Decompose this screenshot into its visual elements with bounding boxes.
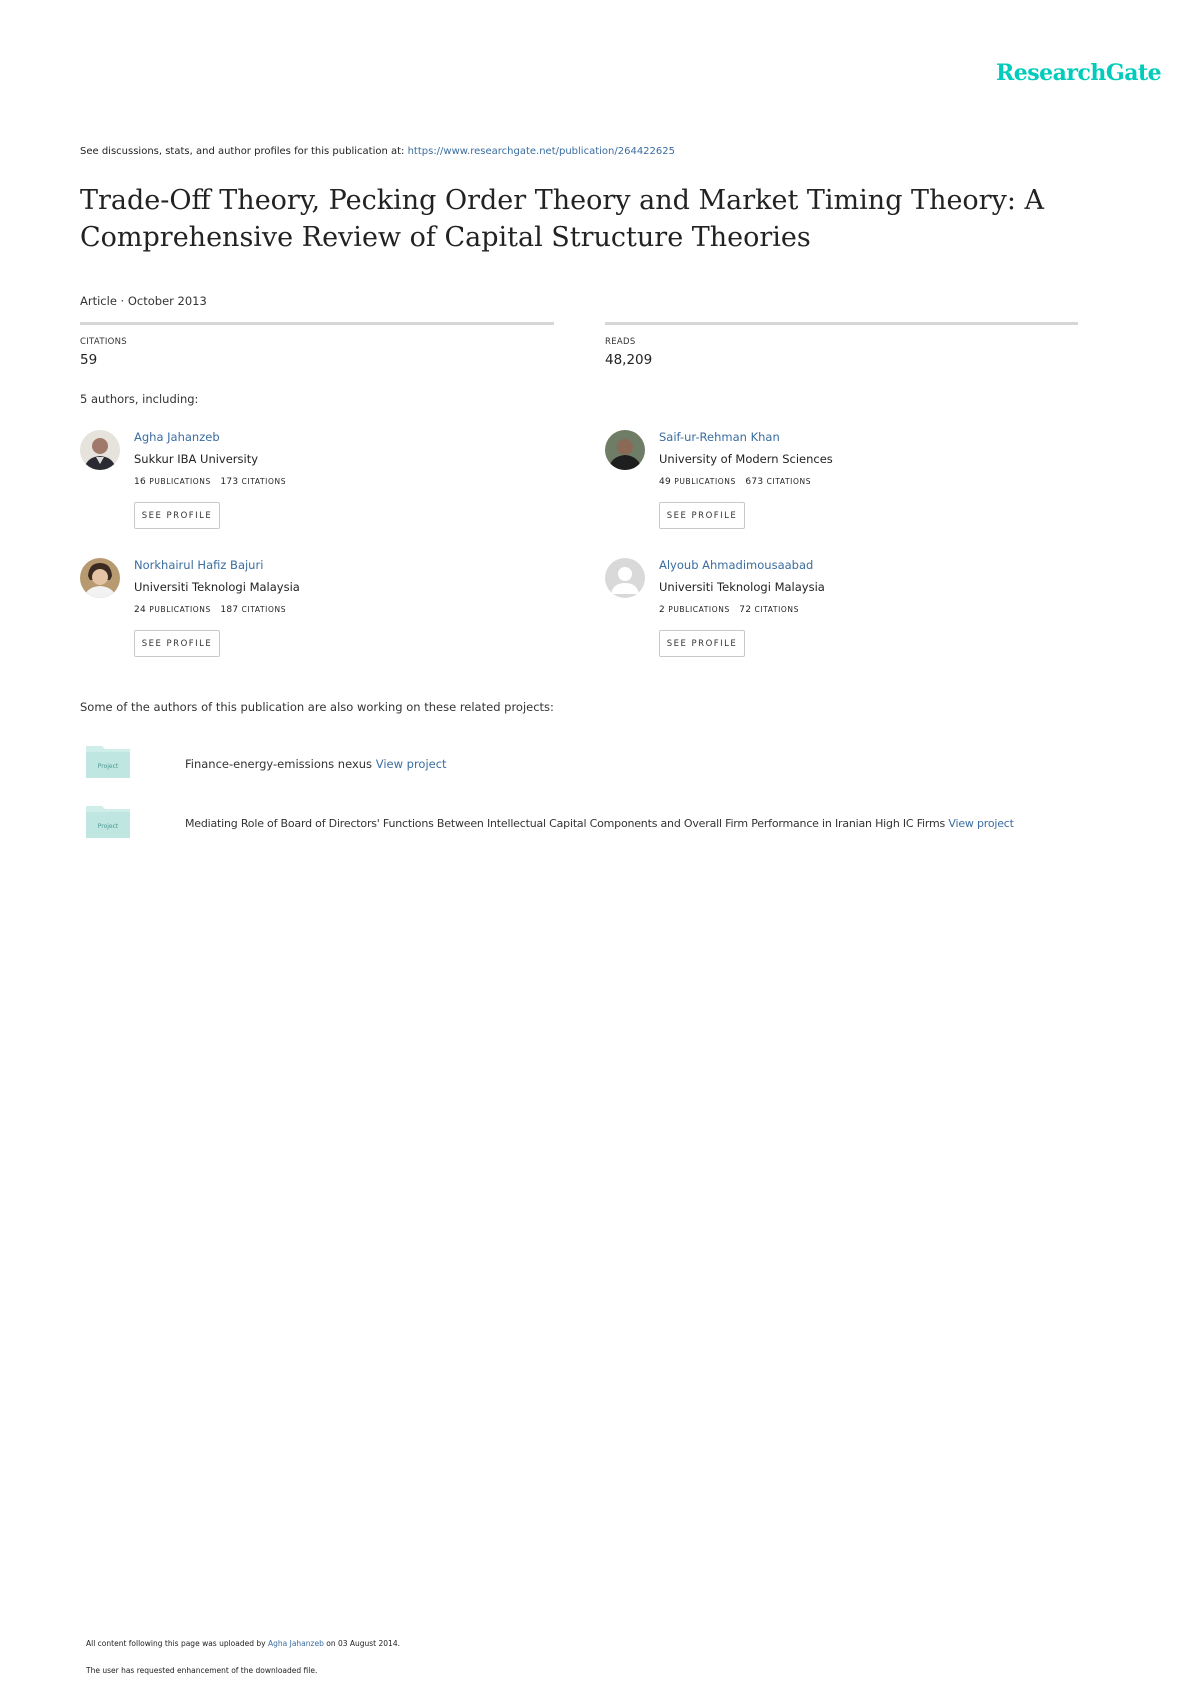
- enhancement-note: The user has requested enhancement of the downloaded file.: [86, 1666, 318, 1675]
- author-institution: University of Modern Sciences: [659, 452, 833, 466]
- reads-divider: [605, 322, 1078, 325]
- citations-divider: [80, 322, 554, 325]
- publication-title: [80, 182, 1060, 256]
- project-folder-icon: [86, 804, 130, 838]
- author-cites-label: CITATIONS: [766, 477, 812, 486]
- author-avatar[interactable]: [605, 558, 645, 598]
- uploaded-by-prefix: All content following this page was uploaded by: [86, 1639, 268, 1648]
- author-pubs-count: 16: [134, 477, 147, 487]
- project-item: [185, 817, 1014, 830]
- see-profile-button[interactable]: SEE PROFILE: [659, 630, 745, 657]
- author-institution: Sukkur IBA University: [134, 452, 259, 466]
- author-cites-label: CITATIONS: [241, 605, 287, 614]
- uploaded-by-suffix: on 03 August 2014.: [323, 1639, 400, 1648]
- view-project-link[interactable]: View project: [375, 757, 447, 771]
- author-stats: [659, 477, 811, 487]
- project-icon-label: Project: [97, 823, 119, 830]
- author-cites-label: CITATIONS: [241, 477, 287, 486]
- title-line-2: Comprehensive Review of Capital Structure Theories: [80, 222, 811, 253]
- author-pubs-count: 49: [659, 477, 672, 487]
- reads-label: READS: [605, 337, 636, 347]
- author-pubs-label: PUBLICATIONS: [674, 477, 736, 486]
- author-institution: Universiti Teknologi Malaysia: [659, 580, 825, 594]
- uploader-link[interactable]: Agha Jahanzeb: [267, 1639, 324, 1648]
- author-cites-count: 187: [220, 605, 239, 615]
- reads-value: 48,209: [605, 352, 653, 368]
- author-cites-count: 673: [745, 477, 764, 487]
- author-name-link[interactable]: Alyoub Ahmadimousaabad: [659, 558, 814, 572]
- author-avatar[interactable]: [80, 430, 120, 470]
- uploaded-by-note: [86, 1639, 400, 1648]
- author-pubs-label: PUBLICATIONS: [668, 605, 730, 614]
- see-discussions-line: [80, 146, 675, 157]
- author-stats: [134, 605, 286, 615]
- avatar-photo-icon: [80, 430, 120, 470]
- author-pubs-count: 24: [134, 605, 147, 615]
- author-institution: Universiti Teknologi Malaysia: [134, 580, 300, 594]
- see-profile-button[interactable]: SEE PROFILE: [659, 502, 745, 529]
- article-type-date: Article · October 2013: [80, 294, 207, 308]
- project-folder-icon: [86, 744, 130, 778]
- see-profile-button[interactable]: SEE PROFILE: [134, 630, 220, 657]
- author-cites-count: 72: [739, 605, 752, 615]
- researchgate-logo[interactable]: ResearchGate: [996, 60, 1162, 86]
- author-cites-label: CITATIONS: [754, 605, 799, 614]
- citations-value: 59: [80, 352, 98, 368]
- avatar-photo-icon: [605, 430, 645, 470]
- author-pubs-label: PUBLICATIONS: [149, 605, 211, 614]
- author-avatar[interactable]: [80, 558, 120, 598]
- author-cites-count: 173: [220, 477, 239, 487]
- author-stats: [134, 477, 286, 487]
- author-pubs-count: 2: [659, 605, 666, 615]
- view-project-link[interactable]: View project: [948, 817, 1014, 830]
- related-projects-heading: Some of the authors of this publication are also working on these related projects:: [80, 700, 554, 714]
- author-name-link[interactable]: Saif-ur-Rehman Khan: [659, 430, 780, 444]
- avatar-photo-icon: [80, 558, 120, 598]
- author-avatar[interactable]: [605, 430, 645, 470]
- author-pubs-label: PUBLICATIONS: [149, 477, 211, 486]
- author-name-link[interactable]: Agha Jahanzeb: [134, 430, 220, 444]
- project-item: [185, 757, 447, 771]
- see-profile-button[interactable]: SEE PROFILE: [134, 502, 220, 529]
- publication-url-link[interactable]: https://www.researchgate.net/publication/264422625: [407, 146, 675, 157]
- see-discussions-text: See discussions, stats, and author profiles for this publication at:: [80, 146, 408, 157]
- project-title: Mediating Role of Board of Directors' Functions Between Intellectual Capital Components and Overall Firm Performance in Iranian High IC Firms: [185, 817, 949, 830]
- default-avatar-icon: [605, 558, 645, 598]
- citations-label: CITATIONS: [80, 337, 127, 347]
- project-icon-label: Project: [97, 763, 119, 770]
- author-stats: [659, 605, 799, 615]
- author-name-link[interactable]: Norkhairul Hafiz Bajuri: [134, 558, 264, 572]
- title-line-1: Trade-Off Theory, Pecking Order Theory and Market Timing Theory: A: [80, 185, 1045, 216]
- project-title: Finance-energy-emissions nexus: [185, 757, 376, 771]
- authors-including-heading: 5 authors, including:: [80, 392, 199, 406]
